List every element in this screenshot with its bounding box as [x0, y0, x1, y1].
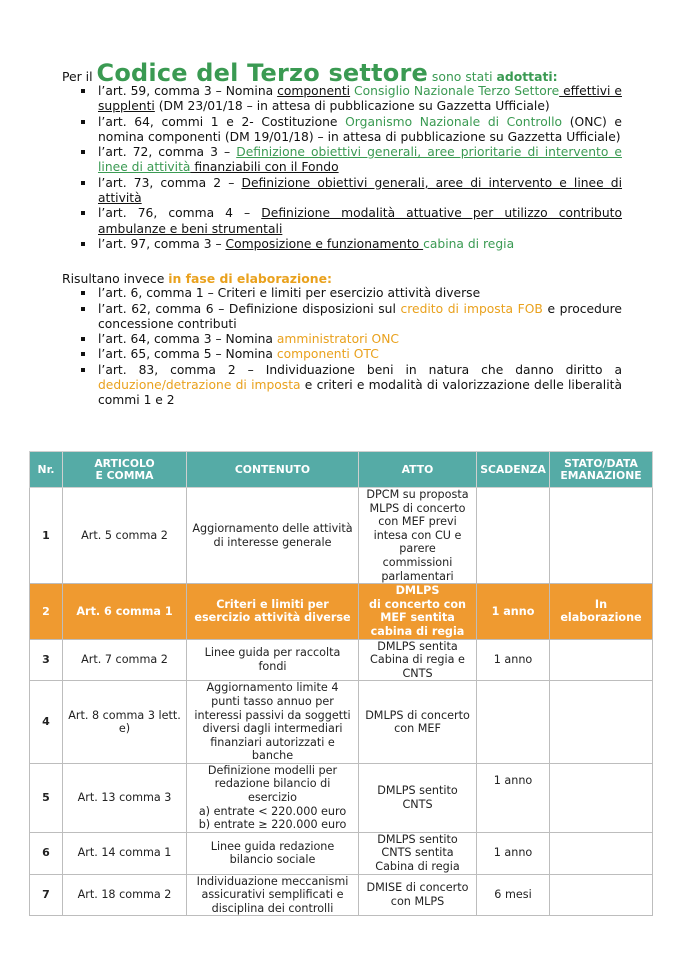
cell-contenuto: Linee guida redazione bilancio sociale [187, 832, 359, 874]
list-item: l’art. 73, comma 2 – Definizione obiettivi generali, aree di intervento e linee di attività [81, 176, 622, 207]
cell-articolo: Art. 14 comma 1 [63, 832, 187, 874]
cell-stato [550, 488, 653, 584]
cell-atto: DMLPS sentito CNTS [359, 763, 477, 832]
cell-scadenza: 1 anno [477, 763, 550, 832]
cell-stato [550, 874, 653, 916]
list-item: l’art. 64, commi 1 e 2- Costituzione Organismo Nazionale di Controllo (ONC) e nomina componenti (DM 19/01/18) – in attesa di pubblicazione su Gazzetta Ufficiale) [81, 115, 622, 146]
table-row-highlighted [30, 584, 653, 639]
cell-atto: DMLPS sentito CNTS sentita Cabina di regia [359, 832, 477, 874]
cell-atto: DPCM su proposta MLPS di concerto con MEF previ intesa con CU e parere commissioni parlamentari [359, 488, 477, 584]
cell-atto: DMLPS di concerto con MEF sentita cabina di regia [359, 584, 477, 639]
header-contenuto: CONTENUTO [187, 452, 359, 488]
list-item: l’art. 97, comma 3 – Composizione e funzionamento cabina di regia [81, 237, 622, 252]
in-progress-list [62, 286, 622, 408]
list-item: l’art. 72, comma 3 – Definizione obiettivi generali, aree prioritarie di intervento e linee di attività finanziabili con il Fondo [81, 145, 622, 176]
header-stato: STATO/DATA EMANAZIONE [550, 452, 653, 488]
cell-articolo: Art. 5 comma 2 [63, 488, 187, 584]
cell-articolo: Art. 13 comma 3 [63, 763, 187, 832]
cell-atto: DMLPS di concerto con MEF [359, 681, 477, 764]
table-row [30, 874, 653, 916]
cell-contenuto: Individuazione meccanismi assicurativi semplificati e disciplina dei controlli [187, 874, 359, 916]
intro-per-il: Per il [62, 69, 93, 84]
cell-stato [550, 639, 653, 681]
list-item: l’art. 6, comma 1 – Criteri e limiti per esercizio attività diverse [81, 286, 622, 301]
cell-contenuto: Linee guida per raccolta fondi [187, 639, 359, 681]
table-header-row [30, 452, 653, 488]
cell-nr: 1 [30, 488, 63, 584]
list-item: l’art. 62, comma 6 – Definizione disposizioni sul credito di imposta FOB e procedure concessione contributi [81, 302, 622, 333]
header-atto: ATTO [359, 452, 477, 488]
cell-scadenza: 1 anno [477, 639, 550, 681]
cell-scadenza: 1 anno [477, 584, 550, 639]
adopted-list [62, 84, 622, 252]
cell-articolo: Art. 18 comma 2 [63, 874, 187, 916]
list-item: l’art. 83, comma 2 – Individuazione beni in natura che danno diritto a deduzione/detrazione di imposta e criteri e modalità di valorizzazione delle liberalità commi 1 e 2 [81, 363, 622, 409]
cell-scadenza [477, 681, 550, 764]
cell-stato: In elaborazione [550, 584, 653, 639]
cell-contenuto: Definizione modelli per redazione bilancio di esercizio a) entrate < 220.000 euro b) entrate ≥ 220.000 euro [187, 763, 359, 832]
list-item: l’art. 64, comma 3 – Nomina amministratori ONC [81, 332, 622, 347]
header-nr: Nr. [30, 452, 63, 488]
header-articolo: ARTICOLO E COMMA [63, 452, 187, 488]
cell-nr: 7 [30, 874, 63, 916]
cell-contenuto: Aggiornamento delle attività di interesse generale [187, 488, 359, 584]
list-item: l’art. 59, comma 3 – Nomina componenti Consiglio Nazionale Terzo Settore effettivi e supplenti (DM 23/01/18 – in attesa di pubblicazione su Gazzetta Ufficiale) [81, 84, 622, 115]
list-item: l’art. 65, comma 5 – Nomina componenti OTC [81, 347, 622, 362]
cell-nr: 3 [30, 639, 63, 681]
table-row [30, 832, 653, 874]
cell-nr: 2 [30, 584, 63, 639]
cell-nr: 4 [30, 681, 63, 764]
table-row [30, 639, 653, 681]
cell-atto: DMLPS sentita Cabina di regia e CNTS [359, 639, 477, 681]
elaboration-intro: Risultano invece in fase di elaborazione: [62, 271, 332, 287]
cell-articolo: Art. 7 comma 2 [63, 639, 187, 681]
intro-adottati: adottati: [496, 69, 558, 84]
cell-atto: DMISE di concerto con MLPS [359, 874, 477, 916]
table-row [30, 681, 653, 764]
header-scadenza: SCADENZA [477, 452, 550, 488]
code-title: Codice del Terzo settore [96, 59, 428, 87]
decrees-table [29, 451, 653, 916]
cell-stato [550, 681, 653, 764]
table-row [30, 488, 653, 584]
cell-contenuto: Aggiornamento limite 4 punti tasso annuo per interessi passivi da soggetti diversi dagli intermediari finanziari autorizzati e banche [187, 681, 359, 764]
intro-line [62, 59, 622, 87]
cell-stato [550, 763, 653, 832]
list-item: l’art. 76, comma 4 – Definizione modalità attuative per utilizzo contributo ambulanze e beni strumentali [81, 206, 622, 237]
document-body [62, 59, 623, 409]
cell-scadenza: 1 anno [477, 832, 550, 874]
cell-articolo: Art. 6 comma 1 [63, 584, 187, 639]
cell-scadenza [477, 488, 550, 584]
cell-nr: 5 [30, 763, 63, 832]
cell-nr: 6 [30, 832, 63, 874]
intro-sono-stati: sono stati [431, 69, 493, 84]
cell-stato [550, 832, 653, 874]
cell-scadenza: 6 mesi [477, 874, 550, 916]
cell-articolo: Art. 8 comma 3 lett. e) [63, 681, 187, 764]
cell-contenuto: Criteri e limiti per esercizio attività diverse [187, 584, 359, 639]
table-row [30, 763, 653, 832]
